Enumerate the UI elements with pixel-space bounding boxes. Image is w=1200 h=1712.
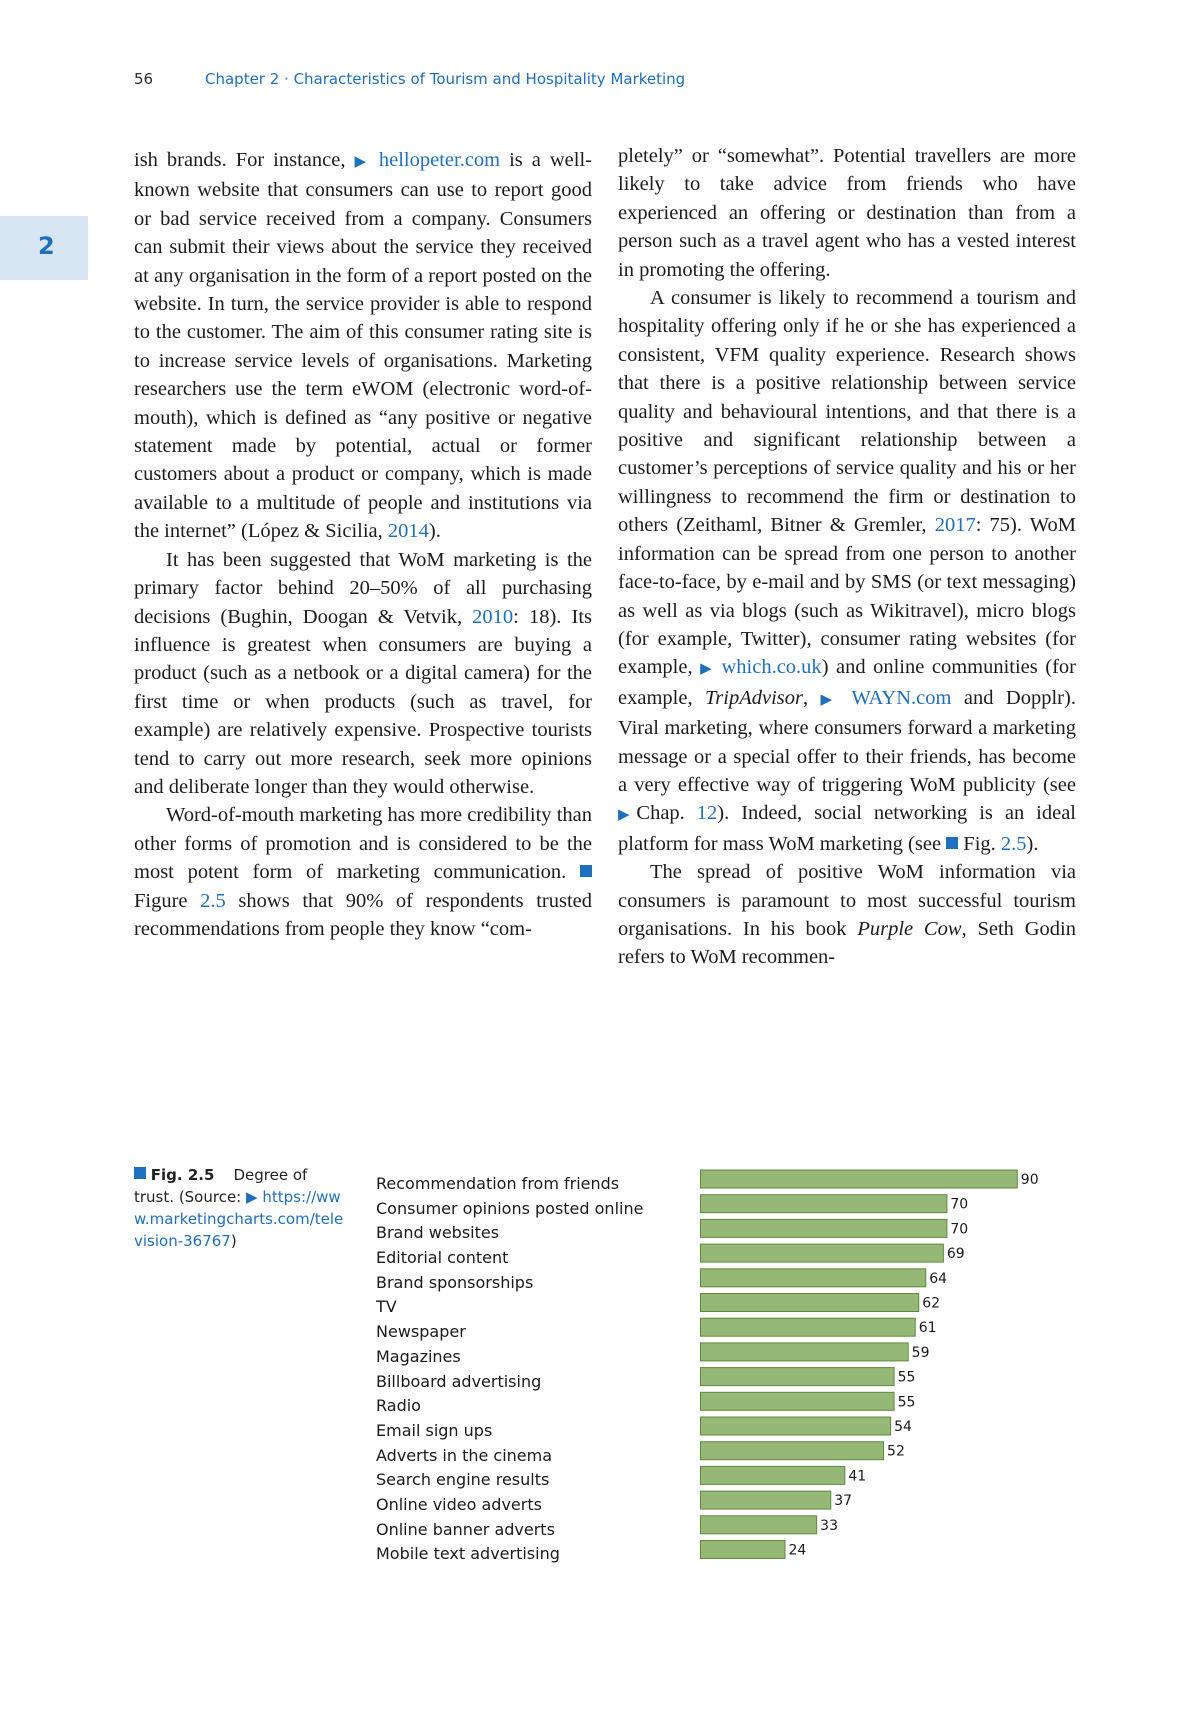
chart-bar (701, 1294, 919, 1312)
chart-bar (701, 1417, 891, 1435)
chart-value-label: 52 (887, 1443, 905, 1460)
chart-category-label: Recommendation from friends (376, 1174, 620, 1193)
chapter-word: Chap. (636, 802, 685, 825)
paragraph: ish brands. For instance, ▶ hellopeter.com is a well-known website that consumers can use to report good or bad service received from a company. Consumers can submit their views about the service they received at any organisation in the form of a report posted on the website. In turn, the service provider is able to respond to the customer. The aim of this consumer rating site is to increase service levels of organisations. Marketing researchers use the term eWOM (electronic word-of-mouth), which is defined as “any positive or negative statement made by potential, actual or former customers about a product or company, which is made available to a multitude of people and institutions via the internet” (López & Sicilia, 2014). (134, 149, 592, 543)
chart-value-label: 69 (946, 1246, 965, 1263)
chart-bar (701, 1368, 895, 1386)
chart-category-label: Billboard advertising (376, 1371, 542, 1391)
citation-link[interactable]: 2010 (472, 605, 514, 628)
link-arrow-icon: ▶ (246, 1188, 258, 1206)
chart-bar (701, 1392, 895, 1410)
figure-link[interactable]: 2.5 (1000, 832, 1027, 855)
chart-bar (701, 1343, 909, 1361)
chapter-tab-number: 2 (38, 232, 55, 260)
figure-word: Figure (134, 889, 188, 912)
chart-category-label: Search engine results (376, 1470, 550, 1490)
citation-link[interactable]: 2014 (387, 520, 429, 543)
chart-category-label: Magazines (376, 1346, 461, 1366)
chart-category-labels (376, 1172, 643, 1567)
paragraph: pletely” or “somewhat”. Potential travellers are more likely to take advice from friends who have experienced an offering or destination than from a person such as a travel agent who has a vested interest in promoting the offering. (618, 145, 1076, 281)
source-prefix: (Source: (178, 1188, 242, 1206)
chart-bar (701, 1541, 785, 1559)
figure-link[interactable]: 2.5 (200, 889, 226, 912)
which-link[interactable]: which.co.uk (721, 656, 822, 679)
chart-category-label: Consumer opinions posted online (376, 1198, 644, 1218)
paragraph: It has been suggested that WoM marketing is the primary factor behind 20–50% of all purchasing decisions (Bughin, Doogan & Vetvik, 2010: 18). Its influence is greatest when consumers are buying a product (such as a netbook or a digital camera) for the first time or when products (such as travel, for example) are relatively expensive. Prospective tourists tend to carry out more research, seek more opinions and deliberate longer than they would otherwise. (134, 548, 592, 798)
figure-marker-icon (134, 1167, 146, 1179)
chart-category-label: Editorial content (376, 1248, 509, 1268)
figure-ref-icon (946, 837, 958, 849)
chart-value-label: 61 (918, 1320, 937, 1337)
chart-value-label: 64 (929, 1270, 948, 1287)
chapter-link[interactable]: 12 (696, 802, 718, 825)
chart-bar (701, 1244, 944, 1262)
chart-bar (701, 1442, 884, 1460)
figure-title: Degree of trust. (134, 1166, 308, 1206)
paragraph: Word-of-mouth marketing has more credibility than other forms of promotion and is considered to be the most potent form of marketing communication. Figure 2.5 shows that 90% of respondents trusted recommendations from people they know “com- (134, 804, 593, 940)
chapter-tab (0, 216, 88, 280)
link-arrow-icon: ▶ (354, 154, 370, 170)
link-arrow-icon: ▶ (820, 691, 840, 708)
link-arrow-icon: ▶ (700, 661, 714, 678)
chart-category-label: Email sign ups (376, 1420, 493, 1440)
figure-word: Fig. (963, 832, 996, 855)
chart-value-label: 33 (820, 1517, 838, 1534)
chart-bar (701, 1466, 845, 1484)
chart-bar (701, 1516, 817, 1534)
chart-bar (701, 1269, 926, 1287)
bar-chart (700, 1168, 1100, 1568)
chart-value-label: 70 (950, 1221, 969, 1238)
chart-value-label: 54 (894, 1419, 912, 1435)
link-arrow-icon: ▶ (618, 807, 637, 824)
chart-bar (701, 1195, 947, 1213)
chart-bar (701, 1219, 947, 1237)
chart-category-label: TV (376, 1297, 397, 1317)
running-title[interactable]: Chapter 2 · Characteristics of Tourism and Hospitality Marketing (205, 70, 686, 88)
right-column (618, 142, 1076, 972)
chart-bar (701, 1170, 1018, 1188)
figure-ref-icon (580, 865, 592, 877)
chart-value-label: 55 (897, 1369, 916, 1386)
chart-value-label: 24 (788, 1542, 807, 1559)
chart-bar (701, 1491, 831, 1509)
chart-category-label: Brand sponsorships (376, 1272, 534, 1292)
paragraph: The spread of positive WoM information via consumers is paramount to most successful tourism organisations. In his book Purple Cow, Seth Godin refers to WoM recommen- (618, 861, 1076, 969)
chart-category-label: Mobile text advertising (376, 1544, 560, 1564)
chart-value-label: 37 (834, 1493, 853, 1510)
paragraph: A consumer is likely to recommend a tourism and hospitality offering only if he or she has experienced a consistent, VFM quality experience. Research shows that there is a positive relationship between service quality and behavioural intentions, and that there is a positive and significant relationship between a customer’s perceptions of service quality and his or her willingness to recommend the firm or destination to others (Zeithaml, Bitner & Gremler, 2017: 75). WoM information can be spread from one person to another face-to-face, by e-mail and by SMS (or text messaging) as well as via blogs (such as Wikitravel), micro blogs (for example, Twitter), consumer rating websites (for example, ▶ which.co.uk) and online communities (for example, TripAdvisor, ▶ WAYN.com and Dopplr). Viral marketing, where consumers forward a marketing message or a special offer to their friends, has become a very effective way of triggering WoM publicity (see ▶Chap. 12). Indeed, social networking is an ideal platform for mass WoM marketing (see Fig. 2.5). (618, 287, 1077, 855)
chart-category-label: Adverts in the cinema (376, 1445, 553, 1465)
chart-category-label: Online video adverts (376, 1494, 542, 1514)
left-column (134, 146, 592, 943)
chart-category-label: Radio (376, 1396, 421, 1416)
chart-category-label: Online banner adverts (376, 1519, 555, 1539)
chart-value-label: 41 (848, 1468, 867, 1485)
wayn-link[interactable]: WAYN.com (851, 686, 952, 709)
chart-bar (701, 1318, 916, 1336)
chart-value-label: 90 (1020, 1172, 1039, 1188)
chart-value-label: 70 (950, 1196, 969, 1213)
chart-category-label: Newspaper (376, 1322, 466, 1342)
chart-category-label: Brand websites (376, 1223, 500, 1243)
page-number: 56 (134, 70, 154, 88)
chart-value-label: 59 (911, 1344, 930, 1361)
figure-label: Fig. 2.5 (150, 1166, 215, 1184)
figure-caption: Fig. 2.5 Degree of trust. (Source: ▶ https://www.marketingcharts.com/television-36767) (134, 1166, 344, 1250)
citation-link[interactable]: 2017 (934, 514, 976, 537)
chart-value-label: 55 (897, 1394, 916, 1411)
source-link[interactable]: https://www.marketingcharts.com/television-36767 (134, 1188, 344, 1250)
chart-value-label: 62 (922, 1295, 941, 1312)
hellopeter-link[interactable]: hellopeter.com (378, 149, 501, 171)
